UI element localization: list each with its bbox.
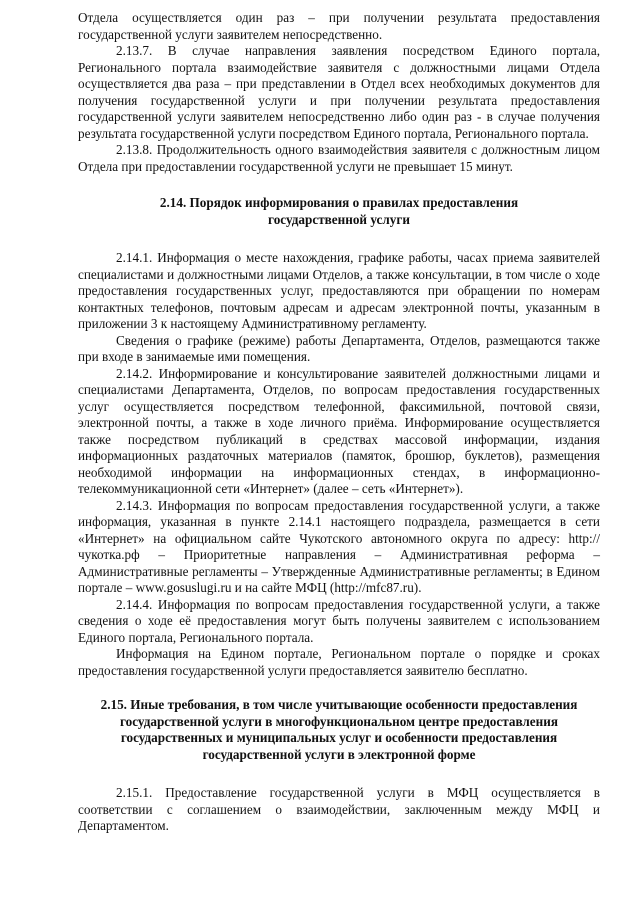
- heading-line: государственных и муниципальных услуг и особенности предоставления: [120, 730, 558, 745]
- heading-line: 2.14. Порядок информирования о правилах предоставления: [159, 195, 519, 210]
- section-heading-2-14: [78, 195, 600, 228]
- paragraph-2-14-2: 2.14.2. Информирование и консультирование заявителей должностными лицами и специалистами Департамента, Отделов, по вопросам предоставления государственных услуг осуществляется посредством телефонной, факсимильной, почтовой связи, электронной почты, а также в ходе личного приёма. Информирование осуществляется также посредством публикаций в средствах массовой информации, издания информационных раздаточных материалов (памяток, брошюр, буклетов), размещения необходимой информации на информационных стендах, в информационно-телекоммуникационной сети «Интернет» (далее – сеть «Интернет»).: [78, 365, 600, 496]
- heading-line: государственной услуги в электронной форме: [202, 746, 476, 762]
- section-heading-2-15: [78, 697, 600, 763]
- heading-line: 2.15. Иные требования, в том числе учитывающие особенности предоставления: [100, 697, 578, 712]
- heading-line: государственной услуги: [268, 211, 410, 227]
- paragraph-schedule-info: Сведения о графике (режиме) работы Департамента, Отделов, размещаются также при входе в занимаемые ими помещения.: [78, 332, 600, 364]
- paragraph-2-15-1: 2.15.1. Предоставление государственной услуги в МФЦ осуществляется в соответствии с соглашением о взаимодействии, заключенным между МФЦ и Департаментом.: [78, 785, 600, 833]
- paragraph-2-13-7: 2.13.7. В случае направления заявления посредством Единого портала, Регионального портала взаимодействие заявителя с должностными лицами Отдела осуществляется два раза – при представлении в Отдел всех необходимых документов для получения государственной услуги и при получении результата предоставления государственной услуги заявителем непосредственно либо один раз - в случае получения результата государственной услуги посредством Единого портала, Регионального портала.: [78, 43, 600, 141]
- paragraph-2-14-4: 2.14.4. Информация по вопросам предоставления государственной услуги, а также сведения о ходе её предоставления могут быть получены заявителем с использованием Единого портала, Регионального портала.: [78, 596, 600, 645]
- paragraph-continuation: Отдела осуществляется один раз – при получении результата предоставления государственной услуги заявителем непосредственно.: [78, 10, 600, 42]
- paragraph-2-14-3: 2.14.3. Информация по вопросам предоставления государственной услуги, а также информация, указанная в пункте 2.14.1 настоящего подраздела, размещается в сети «Интернет» на официальном сайте Чукотского автономного округа по адресу: http://чукотка.рф – Приоритетные направления – Административная реформа – Административные регламенты – Утвержденные Административные регламенты; в Едином портале – www.gosuslugi.ru и на сайте МФЦ (http://mfc87.ru).: [78, 497, 600, 595]
- heading-line: государственной услуги в многофункциональном центре предоставления: [120, 713, 558, 729]
- paragraph-free-info: Информация на Едином портале, Региональном портале о порядке и сроках предоставления государственной услуги предоставляется заявителю бесплатно.: [78, 646, 600, 678]
- paragraph-2-13-8: 2.13.8. Продолжительность одного взаимодействия заявителя с должностным лицом Отдела при предоставлении государственной услуги не превышает 15 минут.: [78, 142, 600, 174]
- paragraph-2-14-1: 2.14.1. Информация о месте нахождения, графике работы, часах приема заявителей специалистами и должностными лицами Отделов, а также консультации, в том числе о ходе предоставления государственных услуг, предоставляются при обращении по номерам контактных телефонов, почтовым адресам и адресам электронной почты, указанным в приложении 3 к настоящему Административному регламенту.: [78, 250, 600, 331]
